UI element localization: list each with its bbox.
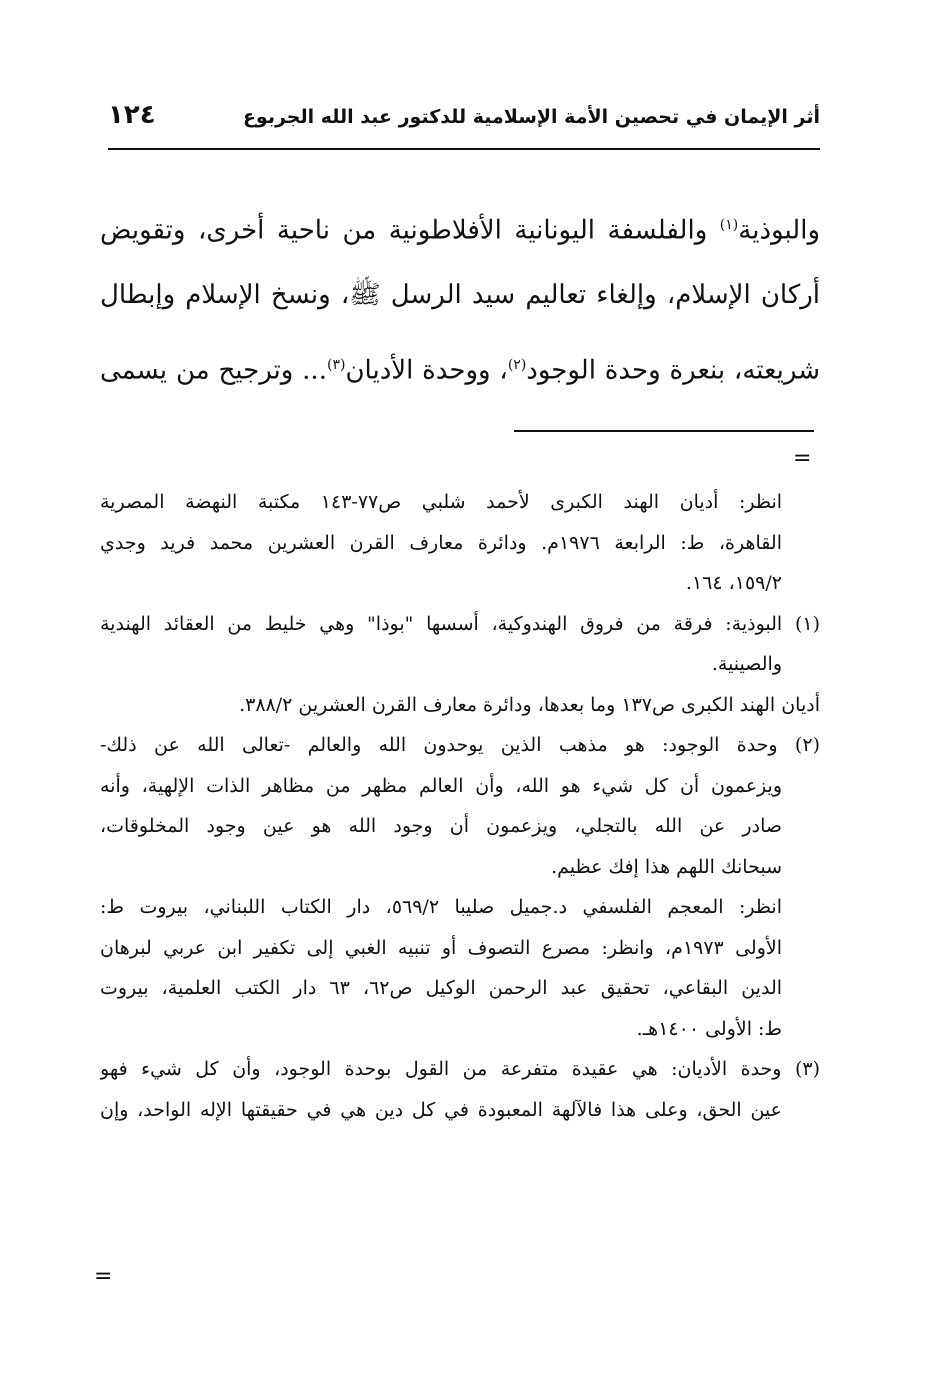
footnote-line: ويزعمون أن كل شيء هو الله، وأن العالم مظهر من مظاهر الذات الإلهية، وأنه: [100, 774, 782, 797]
text-segment: والبوذية: [738, 215, 820, 246]
continuation-mark-top: =: [793, 446, 812, 471]
text-segment: والفلسفة اليونانية الأفلاطونية من ناحية أخرى، وتقويض: [100, 215, 720, 246]
footnote-line: صادر عن الله بالتجلي، ويزعمون أن وجود الله هو عين وجود المخلوقات،: [100, 815, 782, 837]
footnote-line: (٣) وحدة الأديان: هي عقيدة متفرعة من القول بوحدة الوجود، وأن كل شيء فهو: [100, 1058, 820, 1080]
page-number: ١٢٤: [108, 100, 156, 130]
text-segment: ، ووحدة الأديان: [345, 355, 508, 386]
footnote-line: الدين البقاعي، تحقيق عبد الرحمن الوكيل ص٦٢، ٦٣ دار الكتب العلمية، بيروت: [100, 977, 783, 999]
running-title: أثر الإيمان في تحصين الأمة الإسلامية للدكتور عبد الله الجربوع: [242, 106, 820, 128]
footnote-ref: (٣): [326, 357, 346, 373]
footnote-line: أديان الهند الكبرى ص١٣٧ وما بعدها، ودائرة معارف القرن العشرين ٣٨٨/٢.: [239, 693, 820, 716]
footnote-line: عين الحق، وعلى هذا فالآلهة المعبودة في كل دين هي في حقيقتها الإله الواحد، وإن: [100, 1098, 782, 1121]
main-text-line: [100, 330, 820, 400]
footnote-line: سبحانك اللهم هذا إفك عظيم.: [551, 855, 782, 878]
footnote-ref: (١): [719, 217, 739, 233]
footnote-line: انظر: أديان الهند الكبرى لأحمد شلبي ص٧٧-١٤٣ مكتبة النهضة المصرية: [100, 491, 783, 513]
text-segment: ... وترجيح من يسمى: [100, 355, 327, 386]
footnote-line: الأولى ١٩٧٣م، وانظر: مصرع التصوف أو تنبيه الغبي إلى تكفير ابن عربي لبرهان: [100, 936, 782, 959]
footnote-line: (١) البوذية: فرقة من فروق الهندوكية، أسسها "بوذا" وهي خليط من العقائد الهندية: [100, 612, 820, 635]
page-header: [108, 92, 820, 150]
text-segment: أركان الإسلام، وإلغاء تعاليم سيد الرسل ﷺ، ونسخ الإسلام وإبطال: [100, 280, 820, 310]
continuation-mark-bottom: =: [94, 1264, 113, 1289]
footnotes: [100, 482, 820, 1130]
main-text-line: [100, 190, 820, 260]
footnote-line: القاهرة، ط: الرابعة ١٩٧٦م. ودائرة معارف القرن العشرين محمد فريد وجدي: [100, 531, 782, 554]
footnote-ref: (٢): [507, 357, 527, 373]
footnote-line: ط: الأولى ١٤٠٠هـ.: [636, 1017, 782, 1040]
footnote-line: ١٥٩/٢، ١٦٤.: [685, 572, 782, 594]
main-text: [100, 190, 820, 400]
footnote-line: انظر: المعجم الفلسفي د.جميل صليبا ٥٦٩/٢، دار الكتاب اللبناني، بيروت ط:: [100, 896, 782, 918]
footnote-separator: [514, 430, 814, 432]
footnote-line: والصينية.: [711, 653, 782, 675]
footnote-line: (٢) وحدة الوجود: هو مذهب الذين يوحدون الله والعالم -تعالى الله عن ذلك-: [100, 734, 820, 756]
main-text-line: [100, 260, 820, 330]
text-segment: شريعته، بنعرة وحدة الوجود: [526, 355, 820, 386]
